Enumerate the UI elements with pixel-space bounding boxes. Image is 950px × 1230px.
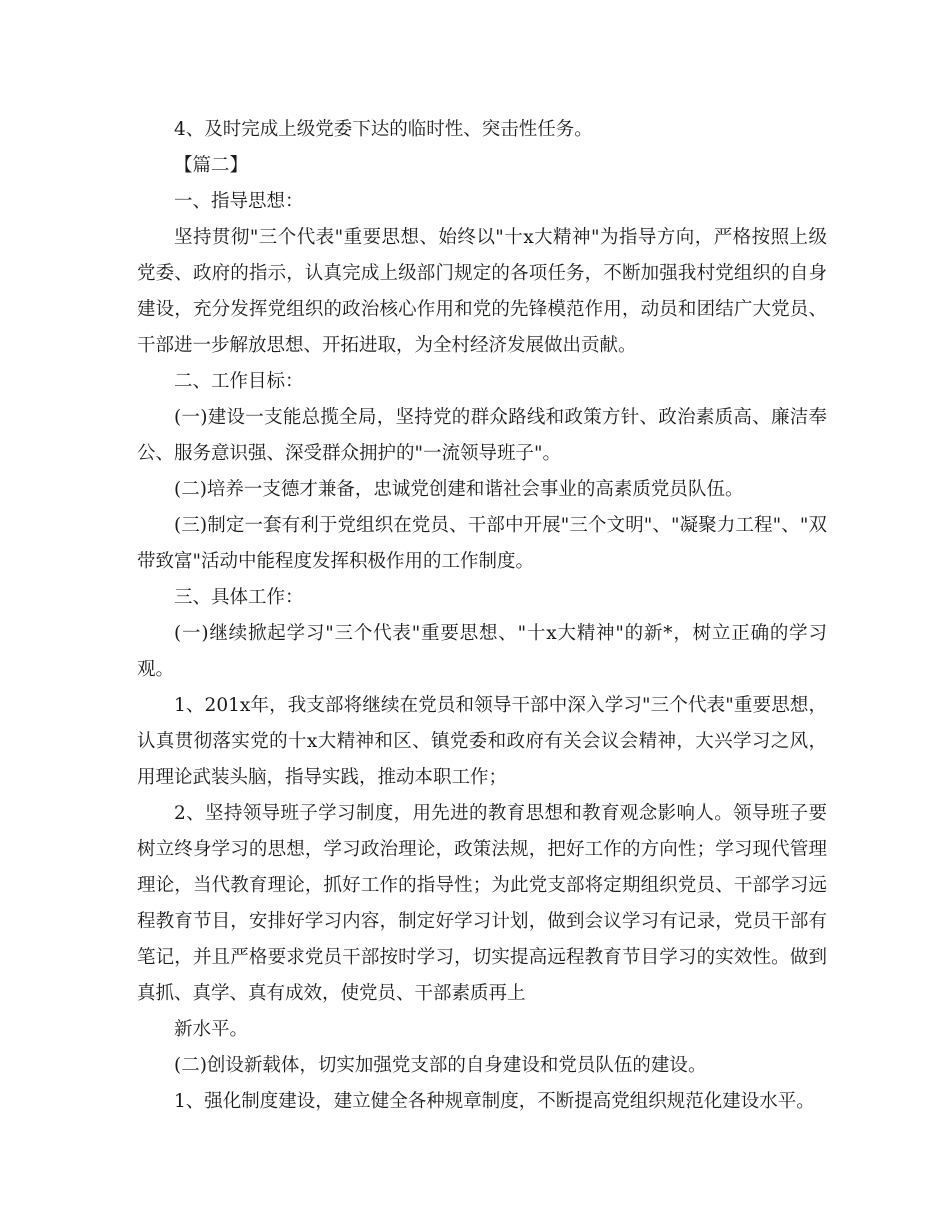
paragraph-work-1-item-2: 2、坚持领导班子学习制度，用先进的教育思想和教育观念影响人。领导班子要树立终身学习的思想，学习政治理论，政策法规，把好工作的方向性；学习现代管理理论，当代教育理论，抓好工作的指导性；为此党支部将定期组织党员、干部学习远程教育节目，安排好学习内容，制定好学习计划，做到会议学习有记录，党员干部有笔记，并且严格要求党员干部按时学习，切实提高远程教育节目学习的实效性。做到真抓、真学、真有成效，使党员、干部素质再上	[137, 803, 827, 1004]
paragraph-work-1: (一)继续掀起学习"三个代表"重要思想、"十x大精神"的新*，树立正确的学习观。	[137, 623, 827, 680]
paragraph-continuation: 新水平。	[174, 1019, 249, 1040]
paragraph-guiding-ideology: 坚持贯彻"三个代表"重要思想、始终以"十x大精神"为指导方向，严格按照上级党委、政府的指示，认真完成上级部门规定的各项任务，不断加强我村党组织的自身建设，充分发挥党组织的政治核心作用和党的先锋模范作用，动员和团结广大党员、干部进一步解放思想、开拓进取，为全村经济发展做出贡献。	[137, 227, 827, 356]
heading-work-goals: 二、工作目标：	[174, 371, 304, 392]
paragraph-goal-1: (一)建设一支能总揽全局，坚持党的群众路线和政策方针、政治素质高、廉洁奉公、服务意识强、深受群众拥护的"一流领导班子"。	[137, 407, 827, 464]
paragraph-work-2-item-1: 1、强化制度建设，建立健全各种规章制度，不断提高党组织规范化建设水平。	[174, 1091, 815, 1112]
section-heading-part-two: 【篇二】	[174, 155, 249, 176]
heading-specific-work: 三、具体工作：	[174, 587, 304, 608]
heading-guiding-ideology: 一、指导思想：	[174, 191, 304, 212]
paragraph-work-2: (二)创设新载体，切实加强党支部的自身建设和党员队伍的建设。	[174, 1055, 707, 1076]
document-body	[137, 112, 827, 1120]
paragraph-goal-3: (三)制定一套有利于党组织在党员、干部中开展"三个文明"、"凝聚力工程"、"双带致富"活动中能程度发挥积极作用的工作制度。	[137, 515, 827, 572]
paragraph-work-1-item-1: 1、201x年，我支部将继续在党员和领导干部中深入学习"三个代表"重要思想，认真贯彻落实党的十x大精神和区、镇党委和政府有关会议会精神，大兴学习之风，用理论武装头脑，指导实践，推动本职工作；	[137, 695, 827, 788]
paragraph-goal-2: (二)培养一支德才兼备，忠诚党创建和谐社会事业的高素质党员队伍。	[174, 479, 744, 500]
paragraph-task-4: 4、及时完成上级党委下达的临时性、突击性任务。	[174, 119, 593, 140]
